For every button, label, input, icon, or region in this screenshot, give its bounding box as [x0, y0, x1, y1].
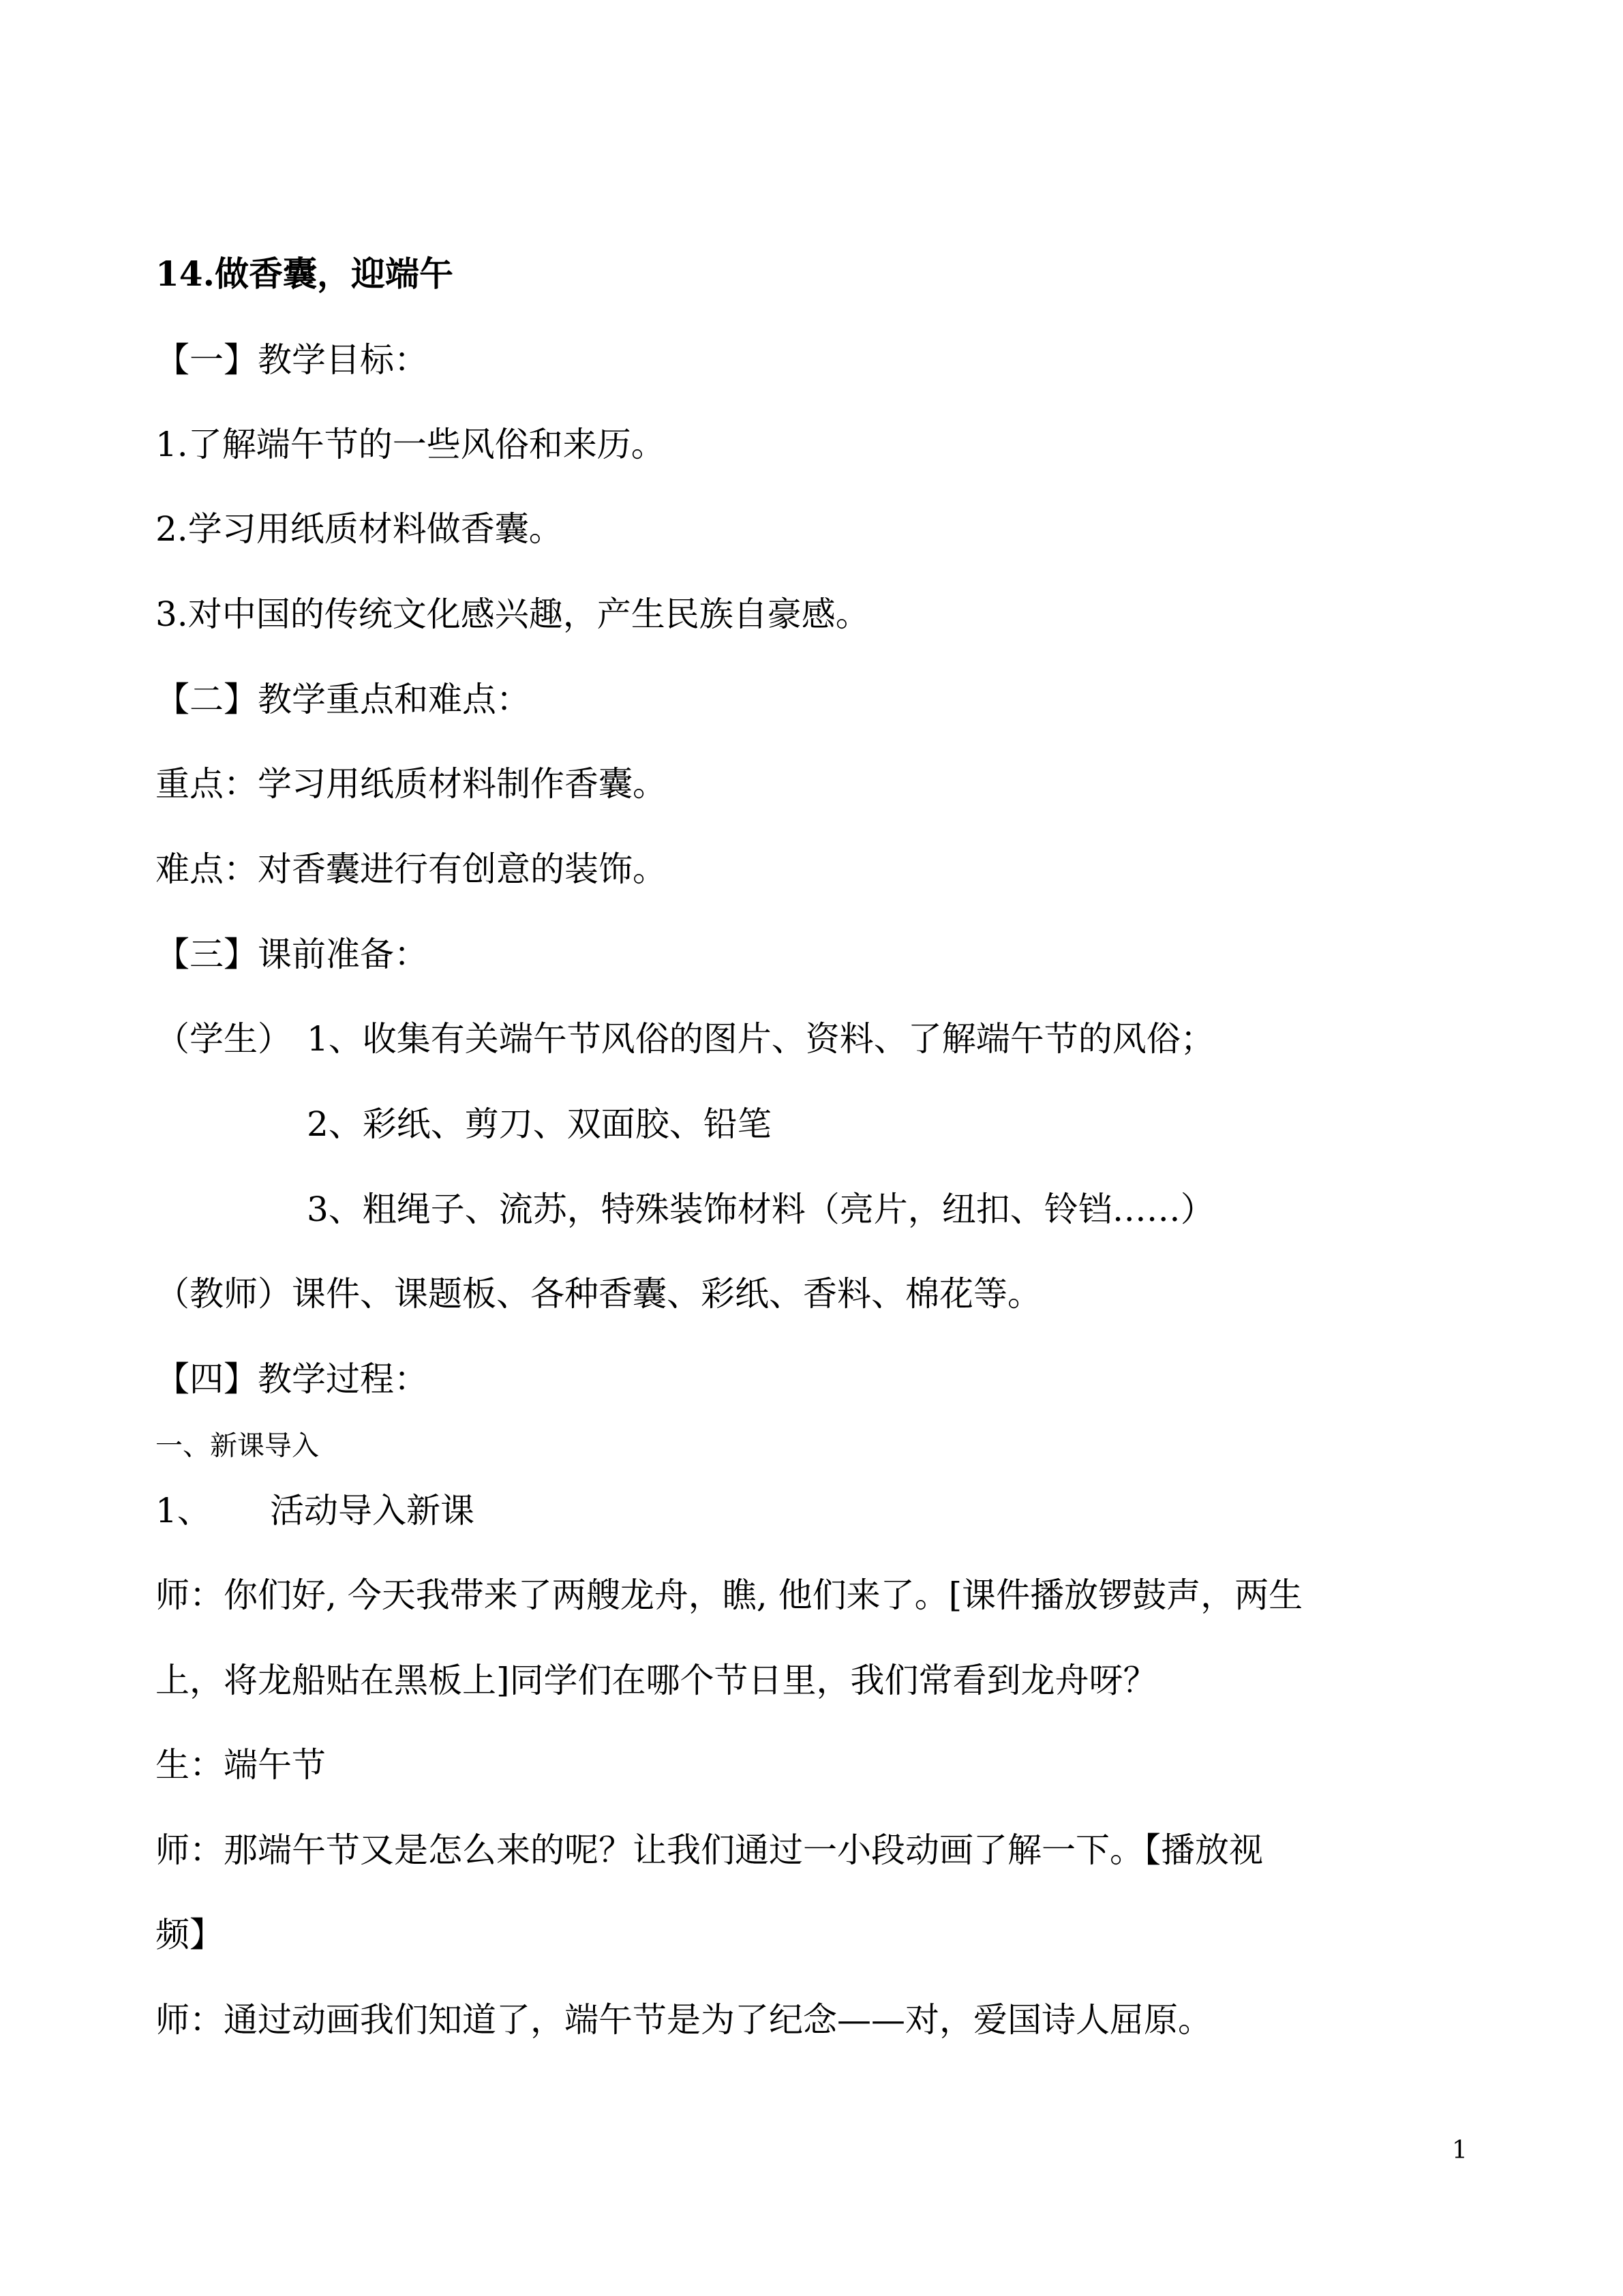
dialogue-line: 师：你们好, 今天我带来了两艘龙舟，瞧, 他们来了。[课件播放锣鼓声，两生	[155, 1575, 1303, 1615]
student-prep-item: 2、彩纸、剪刀、双面胶、铅笔	[307, 1104, 772, 1144]
student-prep-item: 3、粗绳子、流苏，特殊装饰材料（亮片，纽扣、铃铛……）	[307, 1190, 1215, 1229]
process-subheading: 一、新课导入	[155, 1430, 319, 1462]
objective-item: 1.了解端午节的一些风俗和来历。	[155, 425, 665, 464]
step-title: 活动导入新课	[270, 1491, 474, 1530]
dialogue-line: 师：通过动画我们知道了，端午节是为了纪念——对，爱国诗人屈原。	[155, 2000, 1212, 2040]
student-prep-item: 1、收集有关端午节风俗的图片、资料、了解端午节的风俗；	[307, 1019, 1215, 1059]
section-heading-key-points: 【二】教学重点和难点：	[155, 680, 530, 719]
dialogue-line: 上，将龙船贴在黑板上]同学们在哪个节日里，我们常看到龙舟呀？	[155, 1661, 1157, 1700]
page-number: 1	[1452, 2136, 1468, 2164]
section-heading-preparation: 【三】课前准备：	[155, 935, 428, 974]
objective-item: 2.学习用纸质材料做香囊。	[155, 509, 563, 549]
key-point-text: 重点：学习用纸质材料制作香囊。	[155, 764, 667, 804]
section-heading-process: 【四】教学过程：	[155, 1359, 428, 1399]
dialogue-line: 生：端午节	[155, 1745, 326, 1785]
student-label: （学生）	[155, 1019, 292, 1059]
teacher-prep-text: （教师）课件、课题板、各种香囊、彩纸、香料、棉花等。	[155, 1274, 1042, 1314]
objective-item: 3.对中国的传统文化感兴趣，产生民族自豪感。	[155, 594, 870, 634]
step-number: 1、	[155, 1491, 211, 1530]
difficulty-text: 难点：对香囊进行有创意的装饰。	[155, 849, 667, 889]
dialogue-line: 师：那端午节又是怎么来的呢？让我们通过一小段动画了解一下。【播放视	[155, 1830, 1263, 1870]
section-heading-objectives: 【一】教学目标：	[155, 340, 428, 380]
dialogue-line: 频】	[155, 1915, 224, 1954]
document-title: 14.做香囊，迎端午	[155, 254, 453, 294]
